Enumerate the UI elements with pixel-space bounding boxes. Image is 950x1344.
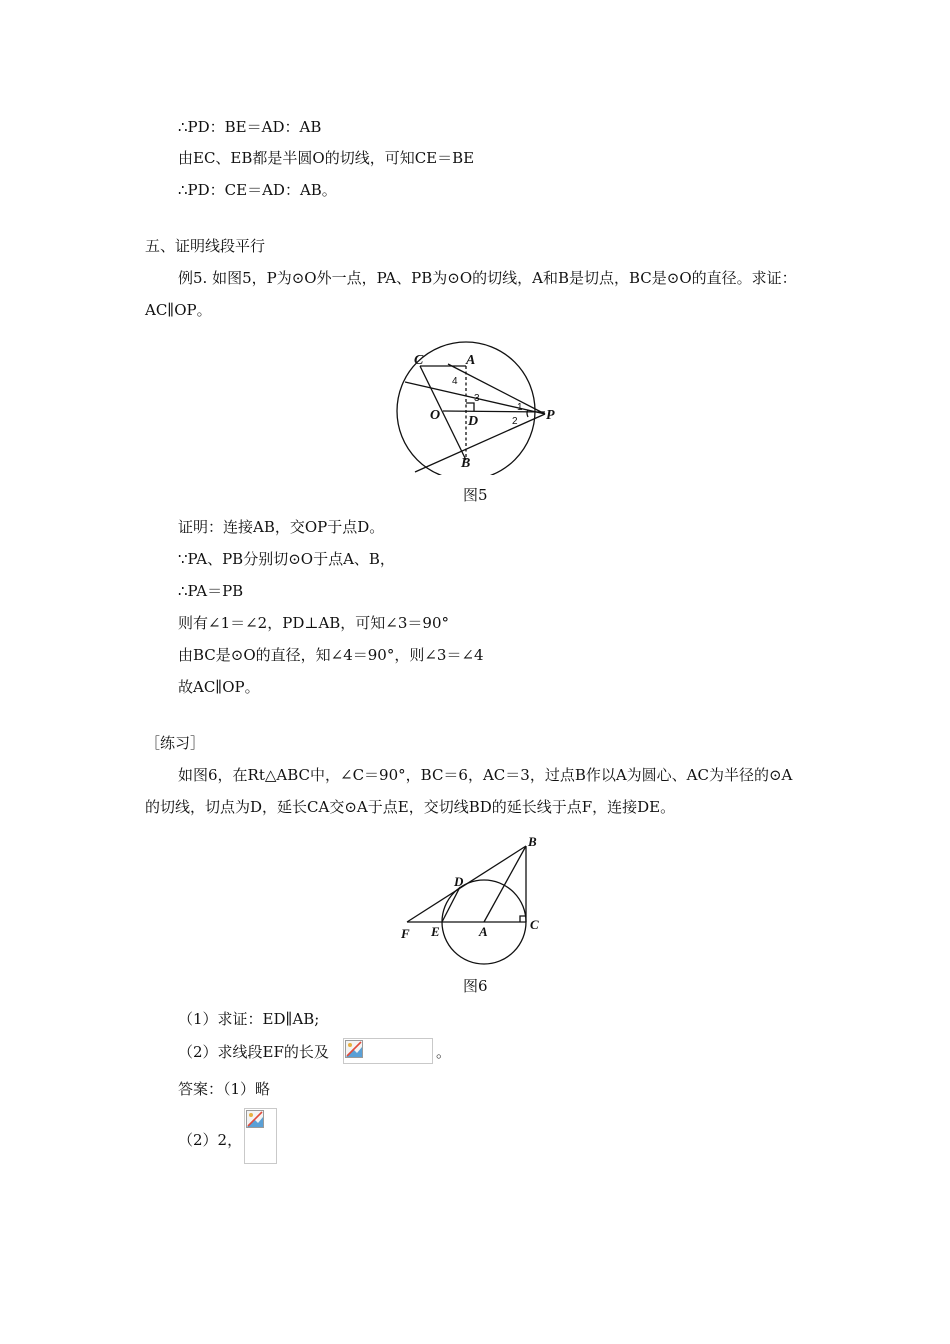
figure-caption: 图5 <box>463 486 488 504</box>
label-a: A <box>466 353 476 368</box>
figure-caption: 图6 <box>463 977 488 995</box>
label-e: E <box>431 924 440 939</box>
broken-image-icon <box>244 1108 277 1164</box>
broken-image-icon <box>343 1038 433 1064</box>
practice-text: 如图6，在Rt△ABC中，∠C＝90°，BC＝6，AC＝3，过点B作以A为圆心、AC为半径的⊙A <box>178 766 793 784</box>
angle-label-3: 3 <box>474 393 480 404</box>
practice-text: 的切线，切点为D，延长CA交⊙A于点E，交切线BD的延长线于点F，连接DE。 <box>145 798 676 816</box>
label-f: F <box>401 926 410 941</box>
figure-6 <box>395 832 555 972</box>
proof-line: 由BC是⊙O的直径，知∠4＝90°，则∠3＝∠4 <box>178 646 484 664</box>
proof-line: 故AC∥OP。 <box>178 678 260 696</box>
tangent-pa <box>448 364 545 414</box>
right-angle-mark <box>466 403 474 411</box>
practice-title: ［练习］ <box>145 734 206 752</box>
question-2-end: 。 <box>436 1043 452 1061</box>
section-title: 五、证明线段平行 <box>145 237 266 255</box>
label-a: A <box>479 924 488 939</box>
label-c: C <box>414 353 424 368</box>
proof-line: ∵PA、PB分别切⊙O于点A、B， <box>178 550 395 568</box>
figure-5 <box>380 340 570 475</box>
label-c: C <box>530 917 539 932</box>
angle-label-4: 4 <box>452 376 458 387</box>
answer-1: 答案：（1）略 <box>178 1080 271 1098</box>
label-b: B <box>528 834 537 849</box>
angle-label-2: 2 <box>512 416 518 427</box>
text-line: ∴PD：CE＝AD：AB。 <box>178 181 337 199</box>
question-2: （2）求线段EF的长及 <box>178 1043 329 1061</box>
proof-line: 证明：连接AB，交OP于点D。 <box>178 518 385 536</box>
angle-label-1: 1 <box>517 402 523 413</box>
segment-ab <box>484 846 526 922</box>
proof-line: 则有∠1＝∠2，PD⊥AB，可知∠3＝90° <box>178 614 450 632</box>
label-o: O <box>430 408 441 423</box>
label-p: P <box>546 408 555 423</box>
example-text: 例5. 如图5，P为⊙O外一点，PA、PB为⊙O的切线，A和B是切点，BC是⊙O的直径。求证： <box>178 269 797 287</box>
question-1: （1）求证：ED∥AB; <box>178 1010 320 1028</box>
segment-ed <box>442 887 460 922</box>
label-d: D <box>454 874 464 889</box>
label-d: D <box>468 414 479 429</box>
text-line: 由EC、EB都是半圆O的切线，可知CE＝BE <box>178 149 475 167</box>
label-b: B <box>461 456 471 471</box>
angle-arc <box>527 410 528 417</box>
answer-2: （2）2， <box>178 1131 243 1149</box>
text-line: ∴PD：BE＝AD：AB <box>178 118 322 136</box>
tangent-fb <box>407 846 526 922</box>
diameter-bc <box>420 366 466 460</box>
proof-line: ∴PA＝PB <box>178 582 244 600</box>
example-text: AC∥OP。 <box>145 301 212 319</box>
